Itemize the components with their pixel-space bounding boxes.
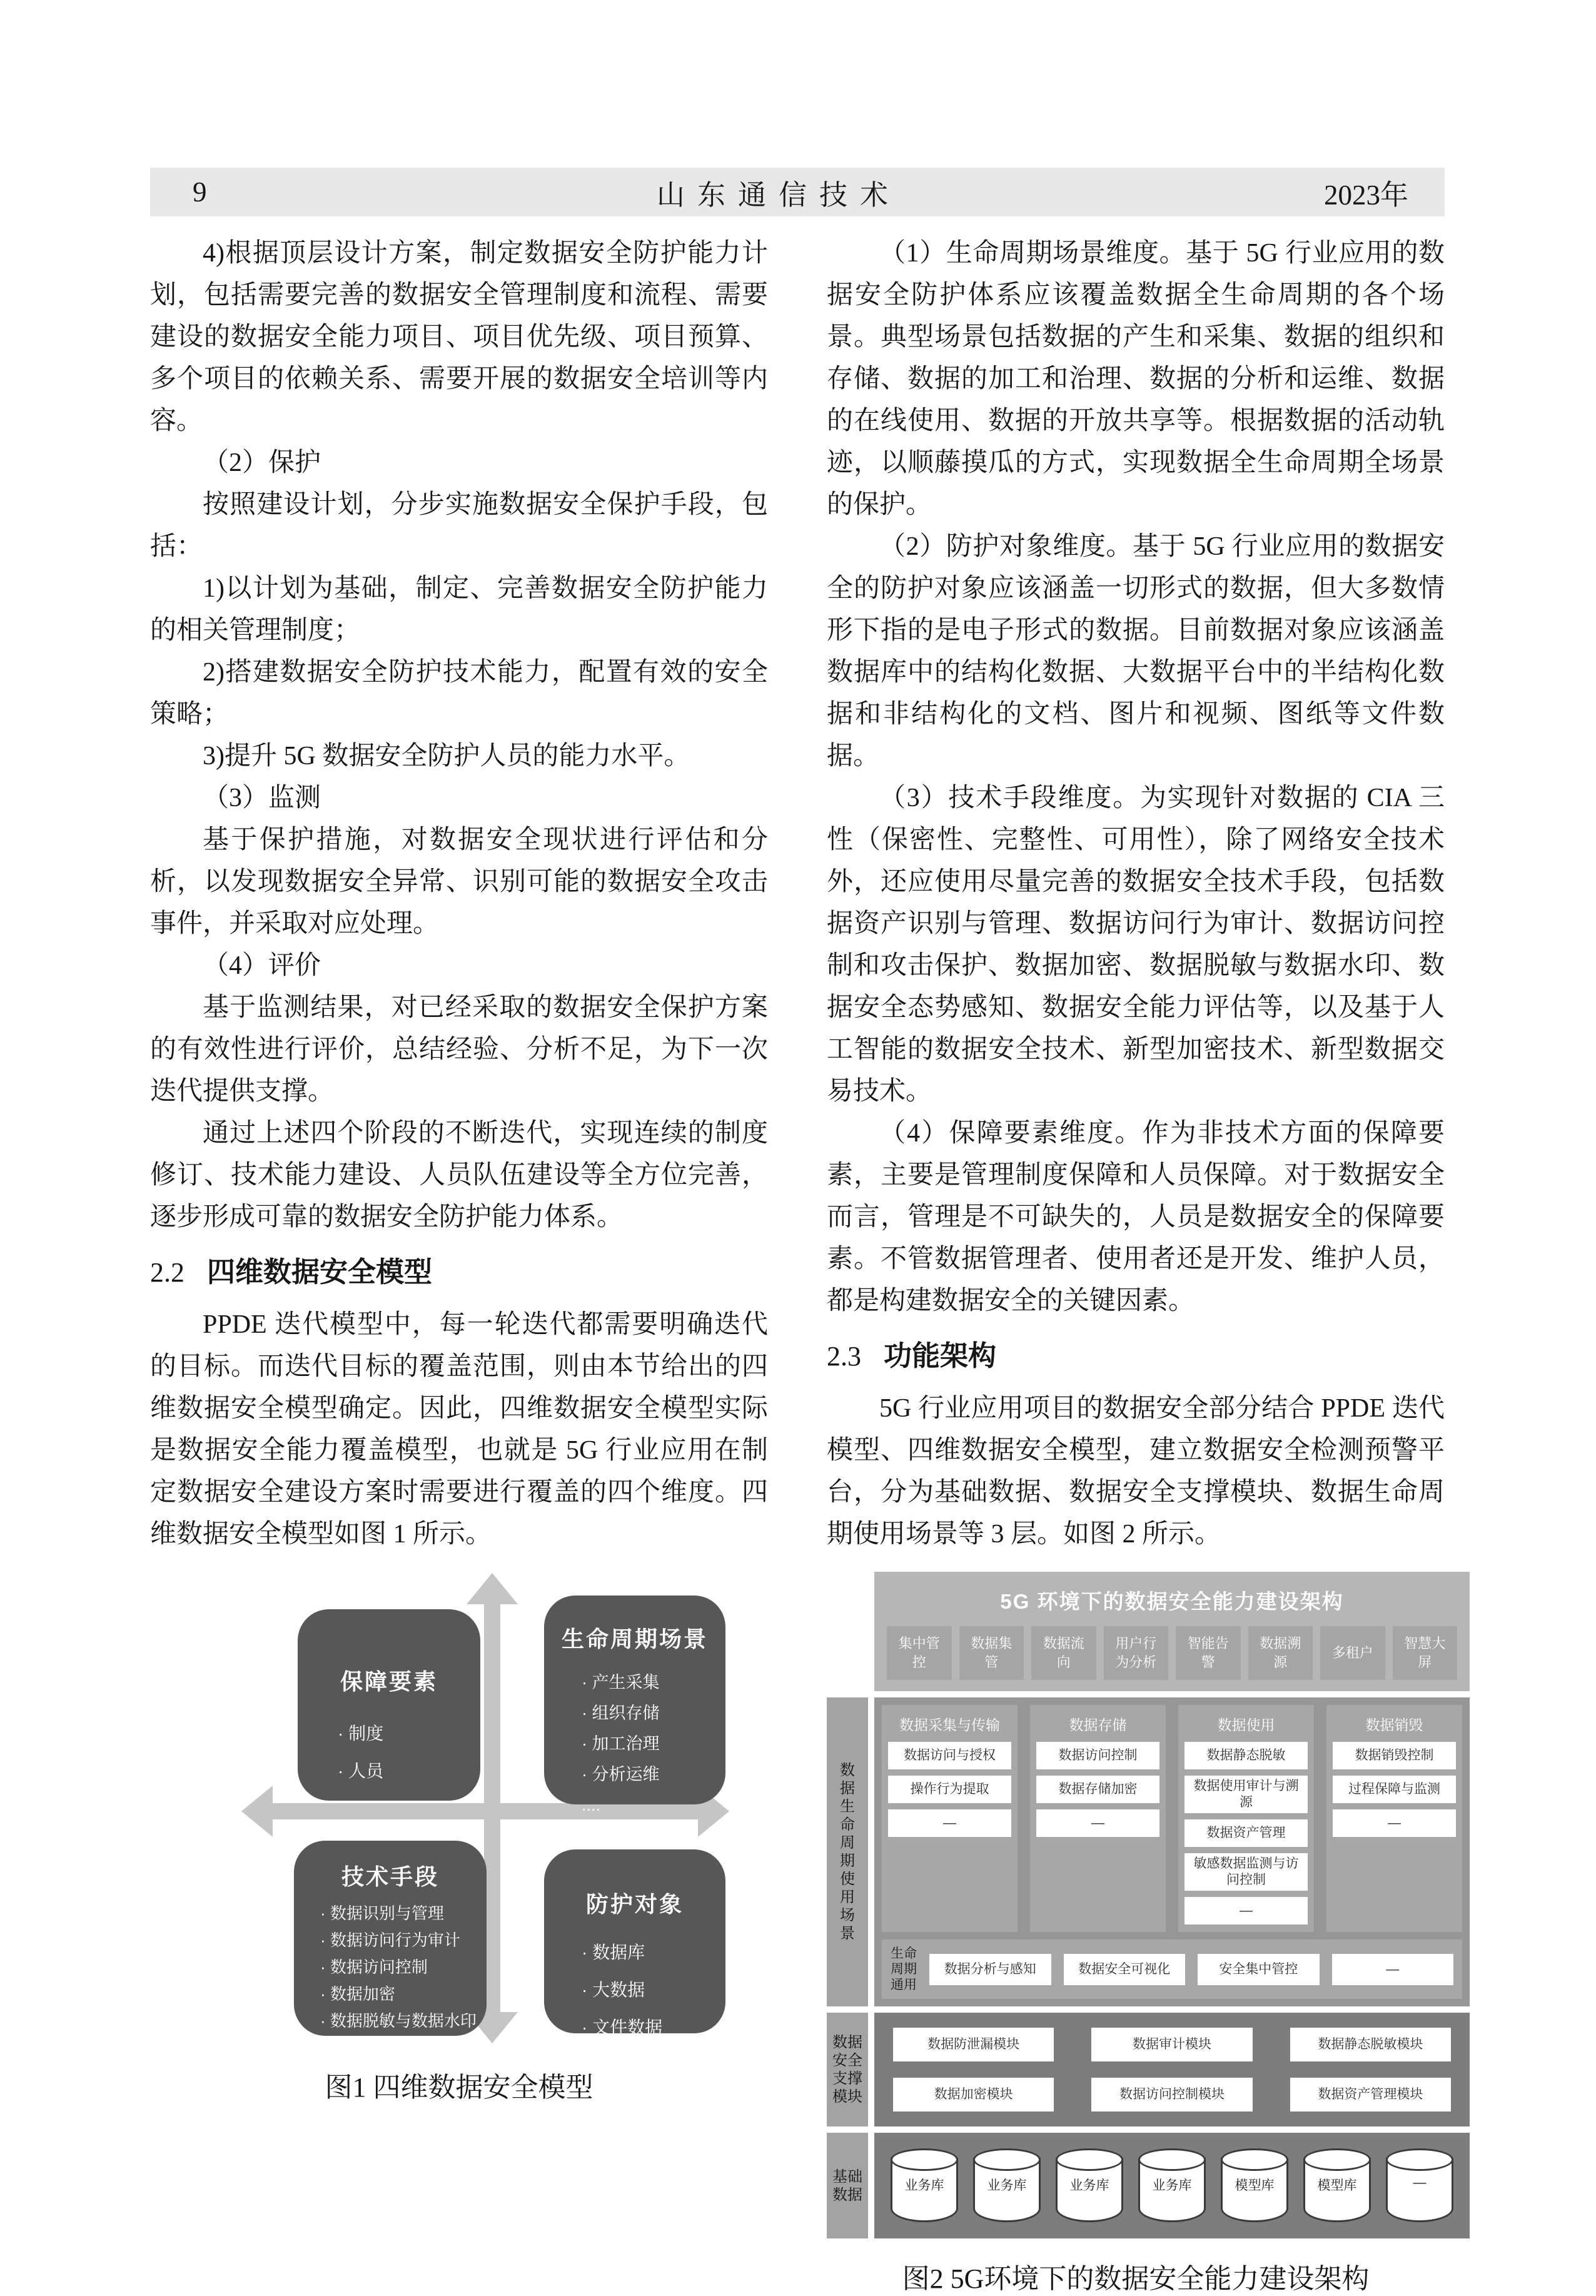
quadrant-item: · 数据识别与管理 <box>320 1904 444 1923</box>
capability-box: 操作行为提取 <box>888 1776 1011 1803</box>
quadrant-item: · 数据访问行为审计 <box>320 1931 460 1950</box>
section-title: 四维数据安全模型 <box>207 1256 433 1288</box>
quadrant-technical-means <box>294 1841 487 2057</box>
quadrant-title: 保障要素 <box>340 1669 438 1694</box>
column-header: 数据销毁 <box>1365 1717 1423 1733</box>
side-label-lifecycle: 数据生命周期使用场景 <box>827 1697 868 2006</box>
page-header <box>150 168 1445 216</box>
architecture-title-band <box>874 1572 1470 1691</box>
paragraph: 基于监测结果，对已经采取的数据安全保护方案的有效性进行评价，总结经验、分析不足，为下一次迭代提供支撑。 <box>150 993 768 1106</box>
lifecycle-common-row <box>882 1939 1462 1999</box>
figure2-caption: 图2 5G环境下的数据安全能力建设架构 <box>902 2263 1370 2294</box>
side-label-support: 数据安全支撑模块 <box>827 2013 868 2127</box>
capability-box: — <box>1333 1809 1456 1837</box>
left-column <box>150 233 768 2105</box>
support-module-box: 数据资产管理模块 <box>1290 2078 1451 2111</box>
capability-box: 数据访问与授权 <box>888 1742 1011 1769</box>
quadrant-item: · 加工治理 <box>582 1734 660 1753</box>
database-cylinder-icon: 业务库 <box>973 2158 1041 2222</box>
database-cylinder-icon: 业务库 <box>891 2158 958 2222</box>
quadrant-guarantee-elements <box>298 1609 480 1801</box>
paragraph: 通过上述四个阶段的不断迭代，实现连续的制度修订、技术能力建设、人员队伍建设等全方位完善，逐步形成可靠的数据安全防护能力体系。 <box>150 1119 768 1231</box>
top-module: 智慧大屏 <box>1393 1626 1458 1680</box>
capability-box: — <box>1332 1954 1454 1985</box>
database-cylinder-icon: 业务库 <box>1138 2158 1206 2222</box>
database-cylinder-icon: 模型库 <box>1221 2158 1288 2222</box>
support-module-box: 数据访问控制模块 <box>1091 2078 1252 2111</box>
capability-box: 数据静态脱敏 <box>1184 1742 1308 1769</box>
paragraph: 3)提升 5G 数据安全防护人员的能力水平。 <box>203 742 690 771</box>
right-column <box>827 233 1445 2296</box>
quadrant-item-list <box>294 1900 487 2061</box>
paragraph: （1）生命周期场景维度。基于 5G 行业应用的数据安全防护体系应该覆盖数据全生命周期的各个场景。典型场景包括数据的产生和采集、数据的组织和存储、数据的加工和治理、数据的分析和运维、数据的在线使用、数据的开放共享等。根据数据的活动轨迹，以顺藤摸瓜的方式，实现数据全生命周期全场景的保护。 <box>827 239 1445 519</box>
capability-box: 敏感数据监测与访问控制 <box>1184 1853 1308 1891</box>
lifecycle-column-destroy <box>1326 1705 1462 1932</box>
paragraph: 1)以计划为基础，制定、完善数据安全防护能力的相关管理制度； <box>150 574 768 645</box>
top-module: 集中管控 <box>887 1626 952 1680</box>
capability-box: 数据使用审计与溯源 <box>1184 1776 1308 1813</box>
section-title: 功能架构 <box>884 1340 997 1372</box>
database-cylinder-icon: 模型库 <box>1303 2158 1371 2222</box>
section-number: 2.3 <box>827 1341 861 1372</box>
quadrant-item: · 数据加密 <box>320 1985 395 2003</box>
figure-2-architecture <box>827 1572 1445 2238</box>
top-module: 数据集管 <box>959 1626 1024 1680</box>
top-module: 用户行为分析 <box>1104 1626 1169 1680</box>
quadrant-title: 防护对象 <box>585 1891 684 1917</box>
database-cylinder-icon: 业务库 <box>1056 2158 1123 2222</box>
quadrant-item: .... <box>320 2038 338 2057</box>
quadrant-item: .... <box>582 1796 601 1814</box>
support-module-box: 数据审计模块 <box>1091 2028 1252 2061</box>
capability-box: — <box>888 1809 1011 1837</box>
capability-box: 数据销毁控制 <box>1333 1742 1456 1769</box>
paragraph: （4）保障要素维度。作为非技术方面的保障要素，主要是管理制度保障和人员保障。对于数据安全而言，管理是不可缺失的，人员是数据安全的保障要素。不管数据管理者、使用者还是开发、维护人员，都是构建数据安全的关键因素。 <box>827 1119 1445 1315</box>
quadrant-item: · 组织存储 <box>582 1704 660 1722</box>
paragraph: （2）保护 <box>203 448 321 477</box>
quadrant-item: · 产生采集 <box>582 1673 660 1692</box>
paragraph: 4)根据顶层设计方案，制定数据安全防护能力计划，包括需要完善的数据安全管理制度和流程、需要建设的数据安全能力项目、项目优先级、项目预算、多个项目的依赖关系、需要开展的数据安全培训等内容。 <box>150 239 768 435</box>
paragraph: （2）防护对象维度。基于 5G 行业应用的数据安全的防护对象应该涵盖一切形式的数据，但大多数情形下指的是电子形式的数据。目前数据对象应该涵盖数据库中的结构化数据、大数据平台中的半结构化数据和非结构化的文档、图片和视频、图纸等文件数据。 <box>827 532 1445 771</box>
grid-spacer <box>827 1572 868 1691</box>
architecture-title: 5G 环境下的数据安全能力建设架构 <box>1000 1590 1344 1613</box>
quadrant-title: 技术手段 <box>341 1864 439 1889</box>
paragraph: （3）技术手段维度。为实现针对数据的 CIA 三性（保密性、完整性、可用性），除了网络安全技术外，还应使用尽量完善的数据安全技术手段，包括数据资产识别与管理、数据访问行为审计、数据访问控制和攻击保护、数据加密、数据脱敏与数据水印、数据安全态势感知、数据安全能力评估等，以及基于人工智能的数据安全技术、新型加密技术、新型数据交易技术。 <box>827 784 1445 1106</box>
top-module: 多租户 <box>1320 1626 1385 1680</box>
quadrant-item: · 大数据 <box>582 1980 645 2000</box>
paragraph: 2)搭建数据安全防护技术能力，配置有效的安全策略； <box>150 658 768 729</box>
capability-box: 数据安全可视化 <box>1064 1954 1186 1985</box>
quadrant-lifecycle-scenarios <box>544 1596 725 1814</box>
journal-title: 山东通信技术 <box>656 179 901 211</box>
journal-year: 2023年 <box>1323 179 1408 211</box>
top-module: 数据流向 <box>1031 1626 1096 1680</box>
quadrant-item: · 人员 <box>338 1761 384 1781</box>
lifecycle-column-storage <box>1030 1705 1166 1932</box>
lifecycle-band <box>874 1697 1470 2006</box>
column-header: 数据存储 <box>1069 1717 1127 1733</box>
capability-box: 数据资产管理 <box>1184 1819 1308 1847</box>
arrowhead-left-icon <box>241 1786 273 1837</box>
quadrant-item: · 数据访问控制 <box>320 1958 428 1976</box>
capability-box: — <box>1184 1897 1308 1924</box>
paragraph: 按照建设计划，分步实施数据安全保护手段，包括： <box>150 490 768 561</box>
section-heading-2-2 <box>150 1251 768 1294</box>
support-module-box: 数据防泄漏模块 <box>893 2028 1054 2061</box>
quadrant-item-list <box>544 1934 725 2046</box>
support-module-box: 数据静态脱敏模块 <box>1290 2028 1451 2061</box>
paragraph: PPDE 迭代模型中，每一轮迭代都需要明确迭代的目标。而迭代目标的覆盖范围，则由本节给出的四维数据安全模型确定。因此，四维数据安全模型实际是数据安全能力覆盖模型，也就是 5G 行业应用在制定数据安全建设方案时需要进行覆盖的四个维度。四维数据安全模型如图 1 所示。 <box>150 1310 768 1549</box>
side-label-base-data: 基础数据 <box>827 2133 868 2238</box>
lifecycle-common-label: 生命周期通用 <box>891 1946 917 1992</box>
page-number: 9 <box>193 176 207 208</box>
quadrant-item-list <box>544 1667 725 1821</box>
support-module-band <box>874 2013 1470 2127</box>
quadrant-item: · 文件数据 <box>582 2018 663 2037</box>
lifecycle-column-usage <box>1178 1705 1314 1932</box>
database-cylinder-icon: — <box>1386 2158 1453 2222</box>
paragraph: （3）监测 <box>203 784 321 812</box>
figure1-caption: 图1 四维数据安全模型 <box>325 2072 593 2103</box>
paragraph: 基于保护措施，对数据安全现状进行评估和分析，以发现数据安全异常、识别可能的数据安全攻击事件，并采取对应处理。 <box>150 826 768 938</box>
paragraph: （4）评价 <box>203 951 321 980</box>
capability-box: 过程保障与监测 <box>1333 1776 1456 1803</box>
figure-1-quadrant-model <box>150 1574 768 2057</box>
capability-box: 数据分析与感知 <box>929 1954 1051 1985</box>
capability-box: 安全集中管控 <box>1198 1954 1320 1985</box>
capability-box: 数据访问控制 <box>1036 1742 1159 1769</box>
quadrant-title: 生命周期场景 <box>561 1626 708 1652</box>
quadrant-item: · 数据脱敏与数据水印 <box>320 2011 477 2030</box>
arrowhead-up-icon <box>467 1573 518 1604</box>
support-module-box: 数据加密模块 <box>893 2078 1054 2111</box>
capability-box: — <box>1036 1809 1159 1837</box>
section-heading-2-3 <box>827 1335 1445 1378</box>
top-module: 数据溯源 <box>1248 1626 1313 1680</box>
quadrant-item: · 分析运维 <box>582 1765 660 1784</box>
quadrant-item: · 制度 <box>338 1724 384 1743</box>
top-module-row <box>887 1626 1457 1680</box>
top-module: 智能告警 <box>1176 1626 1241 1680</box>
paragraph: 5G 行业应用项目的数据安全部分结合 PPDE 迭代模型、四维数据安全模型，建立数据安全检测预警平台，分为基础数据、数据安全支撑模块、数据生命周期使用场景等 3 层。如图 2 所示。 <box>827 1394 1445 1549</box>
base-data-band <box>874 2133 1470 2238</box>
column-header: 数据使用 <box>1217 1717 1275 1733</box>
section-number: 2.2 <box>150 1257 184 1288</box>
column-header: 数据采集与传输 <box>899 1717 1000 1733</box>
quadrant-item-list <box>298 1715 480 1790</box>
quadrant-item: · 数据库 <box>582 1943 645 1962</box>
capability-box: 数据存储加密 <box>1036 1776 1159 1803</box>
lifecycle-column-collect <box>882 1705 1018 1932</box>
quadrant-protected-objects <box>544 1849 725 2037</box>
